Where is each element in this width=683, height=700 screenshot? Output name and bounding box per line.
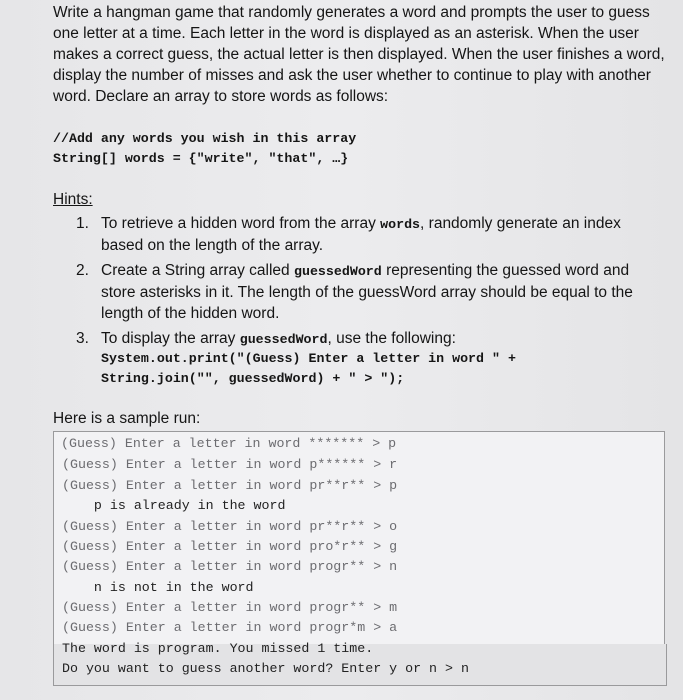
hint-3-text-b: , use the following: — [327, 330, 456, 347]
run-line-7: (Guess) Enter a letter in word progr** > n — [62, 559, 398, 574]
run-line-12: Do you want to guess another word? Enter y or n > n — [62, 661, 469, 676]
intro-line-2: one letter at a time. Each letter in the word is displayed as an asterisk. When the user — [53, 25, 639, 42]
run-line-3: (Guess) Enter a letter in word pr**r** > p — [62, 478, 398, 493]
intro-line-4: display the number of misses and ask the user whether to continue to play with another — [53, 67, 651, 84]
hint-1-keyword: words — [380, 217, 421, 232]
intro-line-1: Write a hangman game that randomly generates a word and prompts the user to guess — [53, 4, 650, 21]
code-comment: //Add any words you wish in this array — [53, 131, 357, 146]
run-line-10: (Guess) Enter a letter in word progr*m > a — [62, 620, 398, 635]
hint-2-text-d: length of the hidden word. — [101, 305, 280, 322]
run-line-11: The word is program. You missed 1 time. — [62, 641, 374, 656]
run-line-8: n is not in the word — [62, 580, 254, 595]
hint-2-text-b: representing the guessed word and — [381, 262, 630, 279]
hint-2-number: 2. — [76, 262, 89, 279]
hint-2-text-a: Create a String array called — [101, 262, 294, 279]
sample-run-heading: Here is a sample run: — [53, 410, 201, 427]
run-line-1: (Guess) Enter a letter in word ******* > p — [61, 436, 397, 451]
hint-3-code-line-2: String.join("", guessedWord) + " > "); — [101, 371, 405, 386]
hint-2-text-c: store asterisks in it. The length of the guessWord array should be equal to the — [101, 284, 633, 301]
hint-3-code-line-1: System.out.print("(Guess) Enter a letter in word " + — [101, 351, 516, 366]
run-line-5: (Guess) Enter a letter in word pr**r** > o — [62, 519, 398, 534]
code-declaration: String[] words = {"write", "that", …} — [53, 151, 349, 166]
hints-heading: Hints: — [53, 191, 93, 208]
run-line-4: p is already in the word — [62, 498, 286, 513]
hint-1-text-b: , randomly generate an index — [420, 215, 621, 232]
hint-1-number: 1. — [76, 215, 89, 232]
run-line-9: (Guess) Enter a letter in word progr** > m — [62, 600, 398, 615]
hint-1-text-c: based on the length of the array. — [101, 237, 324, 254]
problem-description — [53, 2, 665, 107]
intro-line-5: word. Declare an array to store words as follows: — [53, 88, 389, 105]
intro-line-3: makes a correct guess, the actual letter is then displayed. When the user finishes a word, — [53, 46, 665, 63]
hint-1-text-a: To retrieve a hidden word from the array — [101, 215, 381, 232]
hint-3-keyword: guessedWord — [239, 332, 328, 347]
hint-2-keyword: guessedWord — [293, 264, 382, 279]
run-line-6: (Guess) Enter a letter in word pro*r** > g — [62, 539, 398, 554]
run-line-2: (Guess) Enter a letter in word p****** > r — [62, 457, 398, 472]
hint-3-text-a: To display the array — [101, 330, 240, 347]
hint-3-number: 3. — [76, 330, 89, 347]
